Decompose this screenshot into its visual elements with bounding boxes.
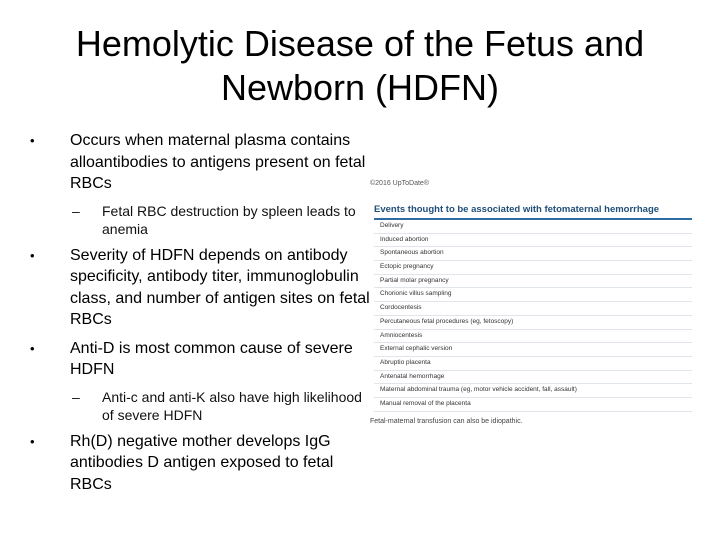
- table-row: Manual removal of the placenta: [374, 398, 692, 412]
- bullet-marker: •: [30, 340, 35, 356]
- bullet-item: [30, 130, 370, 195]
- table-row: Induced abortion: [374, 234, 692, 248]
- bullet-item: [30, 245, 370, 331]
- table-row: Percutaneous fetal procedures (eg, fetoscopy): [374, 316, 692, 330]
- sub-bullet-marker: –: [72, 388, 80, 405]
- bullet-text: Occurs when maternal plasma contains alloantibodies to antigens present on fetal RBCs: [70, 132, 366, 192]
- table-row: Chorionic villus sampling: [374, 288, 692, 302]
- embedded-table-image: [368, 180, 706, 430]
- bullet-marker: •: [30, 133, 35, 148]
- events-table: [374, 218, 692, 412]
- bullet-item: [30, 338, 370, 381]
- copyright-notice: ©2016 UpToDate®: [370, 180, 429, 187]
- sub-bullet-text: Fetal RBC destruction by spleen leads to anemia: [102, 202, 356, 237]
- bullet-marker: •: [30, 433, 35, 449]
- bullet-item: [30, 431, 370, 496]
- table-footnote: Fetal-maternal transfusion can also be idiopathic.: [370, 418, 523, 425]
- table-title: Events thought to be associated with fetomaternal hemorrhage: [374, 204, 660, 215]
- title-line-1: Hemolytic Disease of the Fetus and: [75, 23, 645, 64]
- sub-bullet-item: [30, 388, 370, 424]
- bullet-text: Rh(D) negative mother develops IgG antibodies D antigen exposed to fetal RBCs: [70, 432, 334, 493]
- title-line-2: Newborn (HDFN): [220, 67, 500, 108]
- bullet-text: Anti-D is most common cause of severe HDFN: [70, 339, 353, 378]
- table-row: Amniocentesis: [374, 330, 692, 344]
- bullet-text: Severity of HDFN depends on antibody specificity, antibody titer, immunoglobulin class, and number of antigen sites on fetal RBCs: [70, 246, 370, 328]
- sub-bullet-marker: –: [72, 202, 80, 219]
- sub-bullet-item: [30, 202, 370, 238]
- table-row: Ectopic pregnancy: [374, 261, 692, 275]
- table-row: Cordocentesis: [374, 302, 692, 316]
- table-row: Spontaneous abortion: [374, 247, 692, 261]
- table-row: Partial molar pregnancy: [374, 275, 692, 289]
- sub-bullet-text: Anti-c and anti-K also have high likelihood of severe HDFN: [102, 388, 362, 423]
- table-row: Maternal abdominal trauma (eg, motor vehicle accident, fall, assault): [374, 384, 692, 398]
- table-row: Abruptio placenta: [374, 357, 692, 371]
- bullet-list: [30, 130, 370, 502]
- table-row: Antenatal hemorrhage: [374, 371, 692, 385]
- slide-title: [0, 22, 720, 110]
- table-row: External cephalic version: [374, 343, 692, 357]
- bullet-marker: •: [30, 247, 35, 263]
- table-row: Delivery: [374, 220, 692, 234]
